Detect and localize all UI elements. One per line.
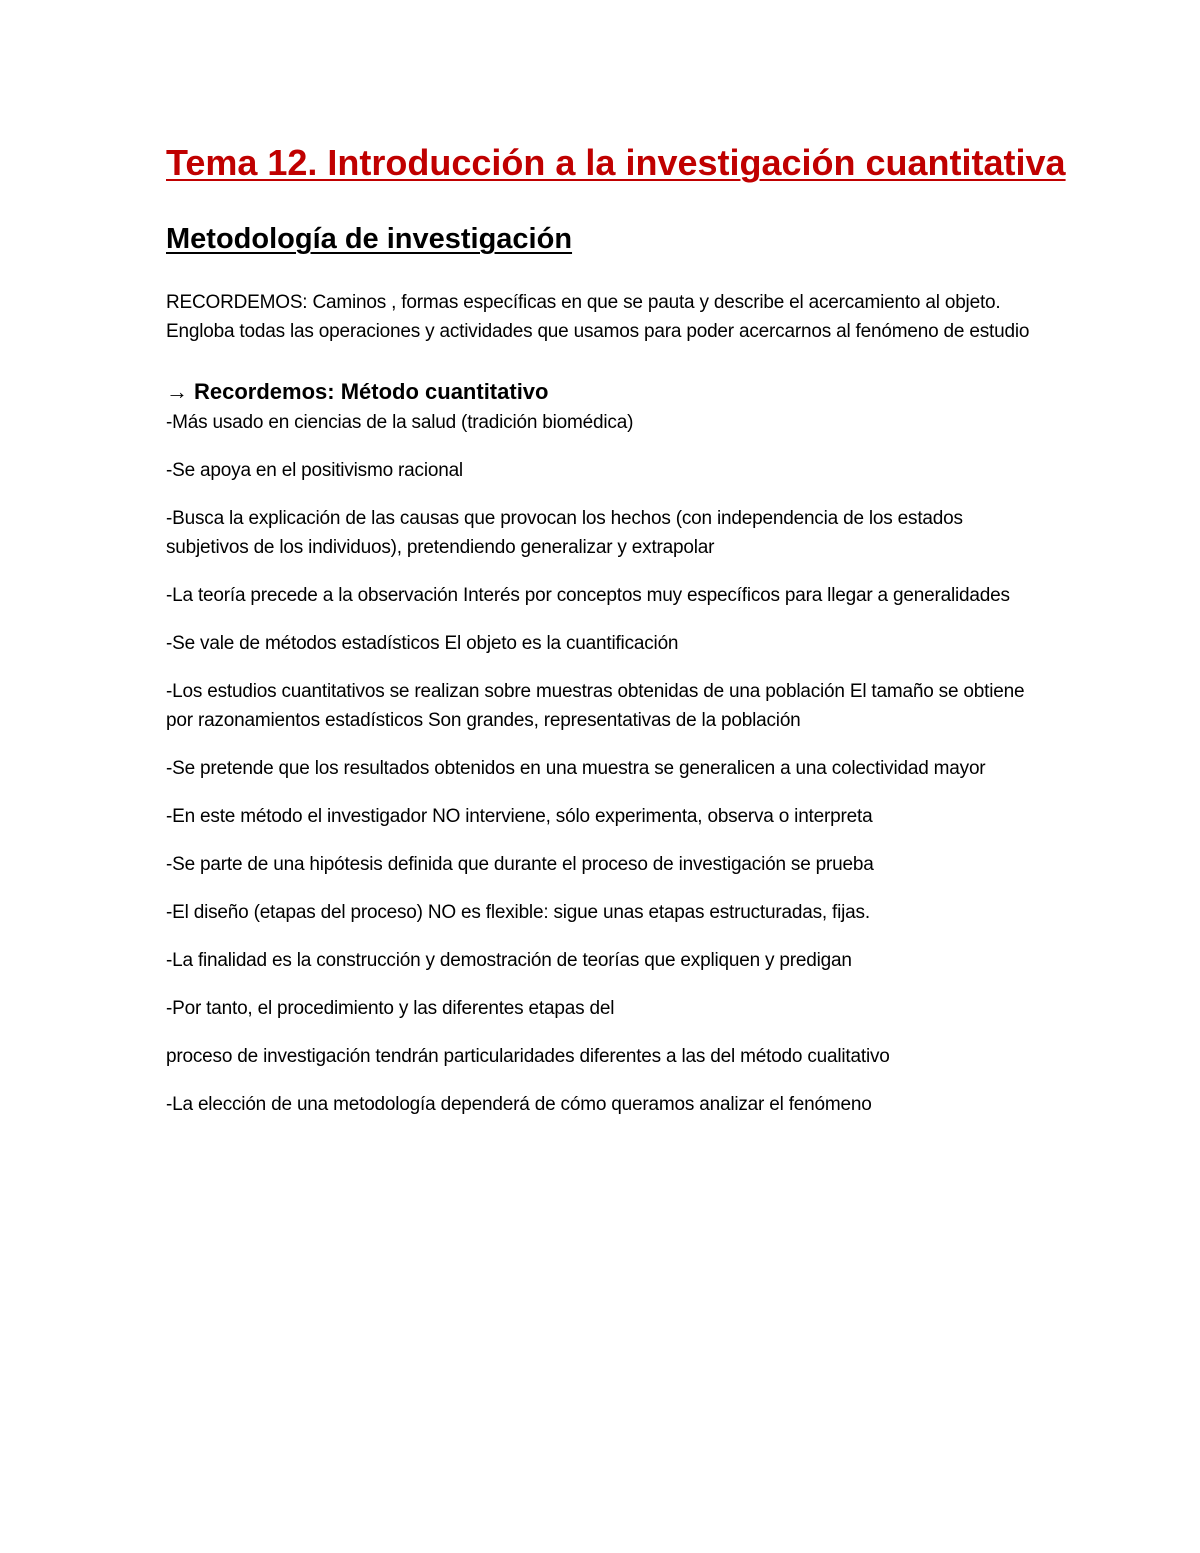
list-item: -En este método el investigador NO interviene, sólo experimenta, observa o interpreta: [166, 806, 873, 827]
list-item: -Se pretende que los resultados obtenidos en una muestra se generalicen a una colectividad mayor: [166, 758, 986, 779]
method-heading-text: Recordemos: Método cuantitativo: [194, 379, 549, 404]
list-item: -Se vale de métodos estadísticos El objeto es la cuantificación: [166, 633, 679, 654]
document-content: [166, 140, 1066, 1119]
list-item: -Se apoya en el positivismo racional: [166, 460, 463, 481]
list-item: -La teoría precede a la observación Interés por conceptos muy específicos para llegar a generalidades: [166, 585, 1010, 606]
method-heading: [166, 376, 1046, 408]
list-item: proceso de investigación tendrán particularidades diferentes a las del método cualitativo: [166, 1046, 890, 1067]
list-item: -El diseño (etapas del proceso) NO es flexible: sigue unas etapas estructuradas, fijas.: [166, 902, 870, 923]
list-item: -Se parte de una hipótesis definida que durante el proceso de investigación se prueba: [166, 854, 874, 875]
document-title: Tema 12. Introducción a la investigación cuantitativa: [166, 142, 1066, 183]
list-item: -Los estudios cuantitativos se realizan sobre muestras obtenidas de una población El tamaño se obtiene por razonamientos estadísticos Son grandes, representativas de la población: [166, 681, 1025, 731]
list-item: -Por tanto, el procedimiento y las diferentes etapas del: [166, 998, 615, 1019]
bullet-list: [166, 408, 1046, 1119]
intro-paragraph: RECORDEMOS: Caminos , formas específicas en que se pauta y describe el acercamiento al objeto. Engloba todas las operaciones y actividades que usamos para poder acercarnos al fenómeno de estudio: [166, 292, 1030, 342]
list-item: -Más usado en ciencias de la salud (tradición biomédica): [166, 412, 634, 433]
arrow-right-icon: →: [166, 379, 188, 404]
list-item: -Busca la explicación de las causas que provocan los hechos (con independencia de los estados subjetivos de los individuos), pretendiendo generalizar y extrapolar: [166, 508, 963, 558]
section-subtitle: Metodología de investigación: [166, 223, 573, 255]
list-item: -La elección de una metodología dependerá de cómo queramos analizar el fenómeno: [166, 1094, 872, 1115]
list-item: -La finalidad es la construcción y demostración de teorías que expliquen y predigan: [166, 950, 852, 971]
